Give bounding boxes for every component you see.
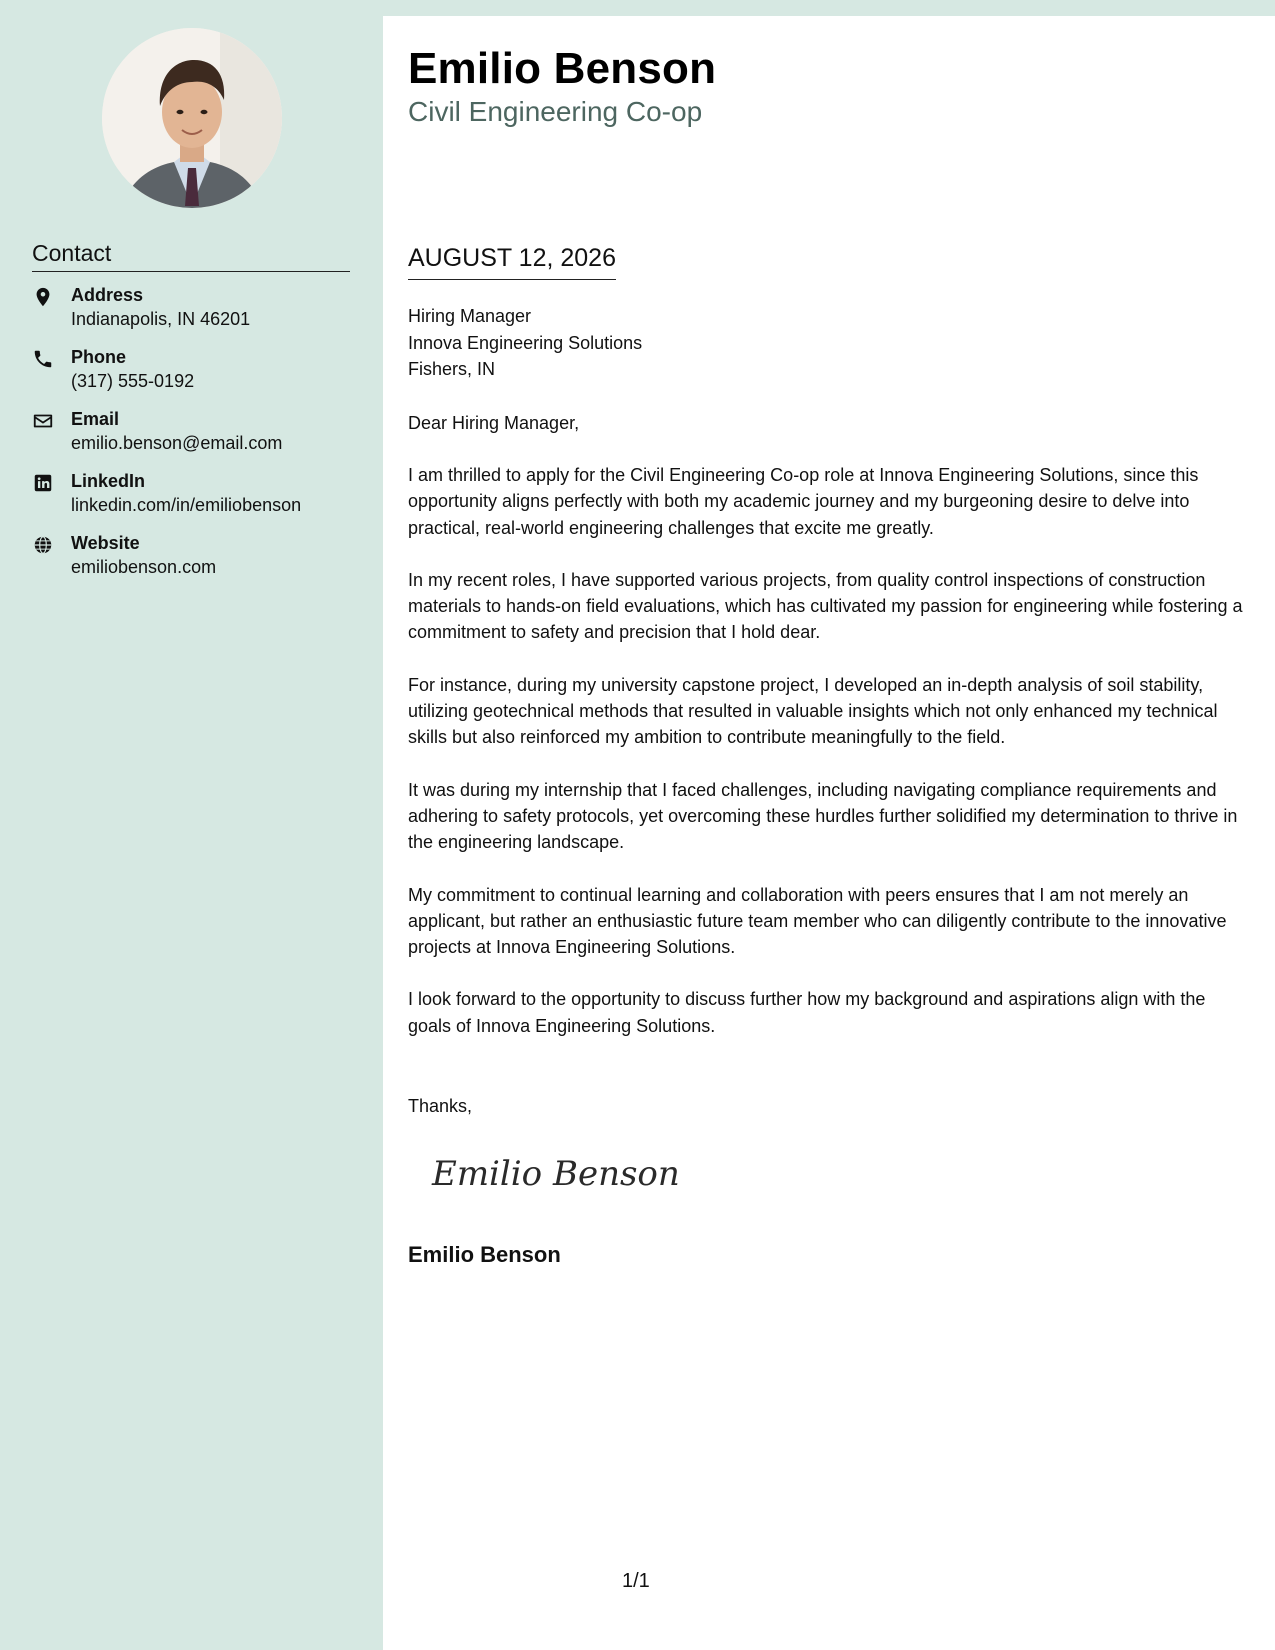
- phone-label: Phone: [71, 347, 127, 367]
- closing: Thanks,: [408, 1096, 473, 1116]
- letter-date: AUGUST 12, 2026: [408, 244, 616, 280]
- phone-value: (317) 555-0192: [71, 371, 195, 391]
- envelope-icon: [32, 410, 54, 432]
- paragraph: For instance, during my university capstone project, I developed an in-depth analysis of soil stability, utilizing geotechnical methods that resulted in valuable insights which not only enhanced my technical skills but also reinforced my ambition to contribute meaningfully to the field.: [408, 674, 1218, 748]
- website-label: Website: [71, 533, 140, 553]
- recipient-company: Innova Engineering Solutions: [408, 332, 643, 353]
- email-value: emilio.benson@email.com: [71, 433, 283, 453]
- signature: Emilio Benson: [432, 1154, 680, 1194]
- contact-address: [32, 284, 362, 332]
- linkedin-icon: [32, 472, 54, 494]
- recipient-title: Hiring Manager: [408, 306, 532, 326]
- contact-heading: Contact: [32, 240, 350, 272]
- profile-photo: [102, 28, 282, 208]
- recipient-block: [408, 303, 642, 383]
- address-value: Indianapolis, IN 46201: [71, 309, 251, 329]
- sidebar: [0, 0, 383, 1650]
- salutation: Dear Hiring Manager,: [408, 413, 580, 433]
- paragraph: My commitment to continual learning and collaboration with peers ensures that I am not merely an applicant, but rather an enthusiastic future team member who can diligently contribute to the innovative projects at Innova Engineering Solutions.: [408, 884, 1227, 958]
- linkedin-value: linkedin.com/in/emiliobenson: [71, 495, 302, 515]
- paragraph: In my recent roles, I have supported various projects, from quality control inspections of construction materials to hands-on field evaluations, which has cultivated my passion for engineering while fostering a commitment to safety and precision that I hold dear.: [408, 569, 1243, 643]
- letter-body: [408, 462, 1253, 1065]
- paragraph: I look forward to the opportunity to discuss further how my background and aspirations align with the goals of Innova Engineering Solutions.: [408, 989, 1206, 1036]
- linkedin-label: LinkedIn: [71, 471, 146, 491]
- paragraph: I am thrilled to apply for the Civil Engineering Co-op role at Innova Engineering Solutions, since this opportunity aligns perfectly with both my academic journey and my burgeoning desire to delve into practical, real-world engineering challenges that excite me greatly.: [408, 465, 1199, 538]
- address-label: Address: [71, 285, 144, 305]
- map-pin-icon: [32, 286, 54, 308]
- email-label: Email: [71, 409, 120, 429]
- contact-list: [32, 284, 362, 594]
- phone-icon: [32, 348, 54, 370]
- page-number: 1/1: [622, 1570, 650, 1592]
- recipient-location: Fishers, IN: [408, 359, 496, 379]
- applicant-name: Emilio Benson: [408, 44, 717, 93]
- contact-phone: [32, 346, 362, 394]
- contact-linkedin: [32, 470, 362, 518]
- globe-icon: [32, 534, 54, 556]
- paragraph: It was during my internship that I faced challenges, including navigating compliance requirements and adhering to safety protocols, yet overcoming these hurdles further solidified my determination to thrive in the engineering landscape.: [408, 779, 1238, 853]
- contact-website: [32, 532, 362, 580]
- website-value: emiliobenson.com: [71, 557, 217, 577]
- signed-name: Emilio Benson: [408, 1242, 561, 1267]
- applicant-role: Civil Engineering Co-op: [408, 96, 703, 127]
- contact-email: [32, 408, 362, 456]
